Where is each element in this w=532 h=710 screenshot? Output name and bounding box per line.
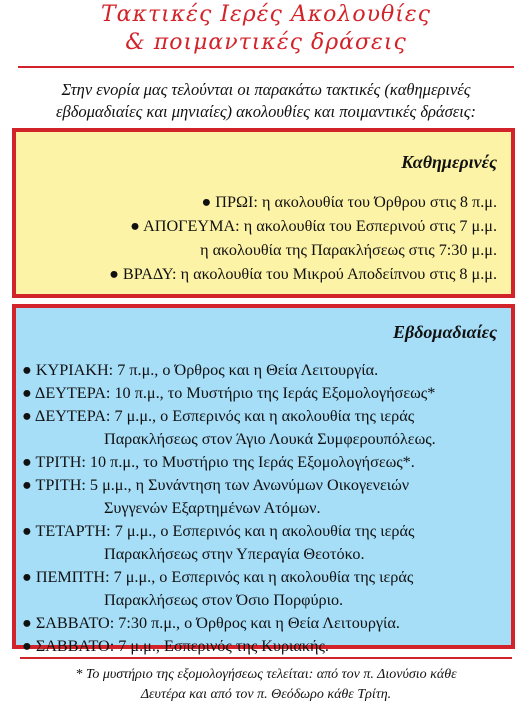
daily-title: Καθημερινές: [401, 152, 497, 172]
daily-line: ● ΑΠΟΓΕΥΜΑ: η ακολουθία του Εσπερινού στις 7 μ.μ.: [130, 217, 497, 235]
daily-services-box: [12, 128, 515, 298]
title-line-2: & ποιμαντικές δράσεις: [125, 30, 407, 55]
weekly-line: ● ΔΕΥΤΕΡΑ: 10 π.μ., το Μυστήριο της Ιεράς Εξομολογήσεως*: [22, 384, 436, 402]
weekly-line: ● ΣΑΒΒΑΤΟ: 7 μ.μ., Εσπερινός της Κυριακής.: [22, 637, 329, 655]
weekly-title: Εβδομαδιαίες: [392, 322, 497, 342]
daily-line: η ακολουθία της Παρακλήσεως στις 7:30 μ.μ.: [200, 241, 497, 259]
footnote-line-2: Δευτέρα και από τον π. Θεόδωρο κάθε Τρίτη.: [140, 687, 392, 702]
weekly-line: ● ΣΑΒΒΑΤΟ: 7:30 π.μ., ο Όρθρος και η Θεία Λειτουργία.: [22, 614, 400, 632]
title-line-1: Τακτικές Ιερές Ακολουθίες: [101, 2, 431, 27]
weekly-line: Παρακλήσεως στον Άγιο Λουκά Συμφερουπόλεως.: [104, 430, 436, 448]
daily-line: ● ΠΡΩΙ: η ακολουθία του Όρθρου στις 8 π.μ.: [201, 193, 497, 211]
footnote-line-1: * Το μυστήριο της εξομολογήσεως τελείται: από τον π. Διονύσιο κάθε: [75, 667, 457, 682]
intro-line-2: εβδομαδιαίες και μηνιαίες) ακολουθίες και ποιμαντικές δράσεις:: [56, 102, 476, 121]
weekly-services-box: [12, 304, 515, 655]
weekly-line: ● ΤΡΙΤΗ: 10 π.μ., το Μυστήριο της Ιεράς Εξομολογήσεως*.: [22, 453, 415, 471]
divider: [20, 657, 512, 659]
weekly-line: ● ΠΕΜΠΤΗ: 7 μ.μ., ο Εσπερινός και η ακολουθία της ιεράς: [22, 568, 414, 586]
weekly-line: ● ΔΕΥΤΕΡΑ: 7 μ.μ., ο Εσπερινός και η ακολουθία της ιεράς: [22, 407, 415, 425]
weekly-line: Παρακλήσεως στον Όσιο Πορφύριο.: [104, 591, 344, 609]
weekly-line: ● ΤΕΤΑΡΤΗ: 7 μ.μ., ο Εσπερινός και η ακολουθία της ιεράς: [22, 522, 415, 540]
weekly-line: Συγγενών Εξαρτημένων Ατόμων.: [104, 499, 321, 517]
daily-line: ● ΒΡΑΔΥ: η ακολουθία του Μικρού Αποδείπνου στις 8 μ.μ.: [109, 265, 497, 283]
divider: [18, 66, 514, 68]
weekly-line: ● ΚΥΡΙΑΚΗ: 7 π.μ., ο Όρθρος και η Θεία Λειτουργία.: [22, 361, 379, 379]
weekly-line: Παρακλήσεως στην Υπεραγία Θεοτόκο.: [104, 545, 365, 563]
intro-line-1: Στην ενορία μας τελούνται οι παρακάτω τακτικές (καθημερινές: [61, 80, 471, 99]
weekly-line: ● ΤΡΙΤΗ: 5 μ.μ., η Συνάντηση των Ανωνύμων Οικογενειών: [22, 476, 410, 494]
intro-text: [10, 79, 522, 123]
